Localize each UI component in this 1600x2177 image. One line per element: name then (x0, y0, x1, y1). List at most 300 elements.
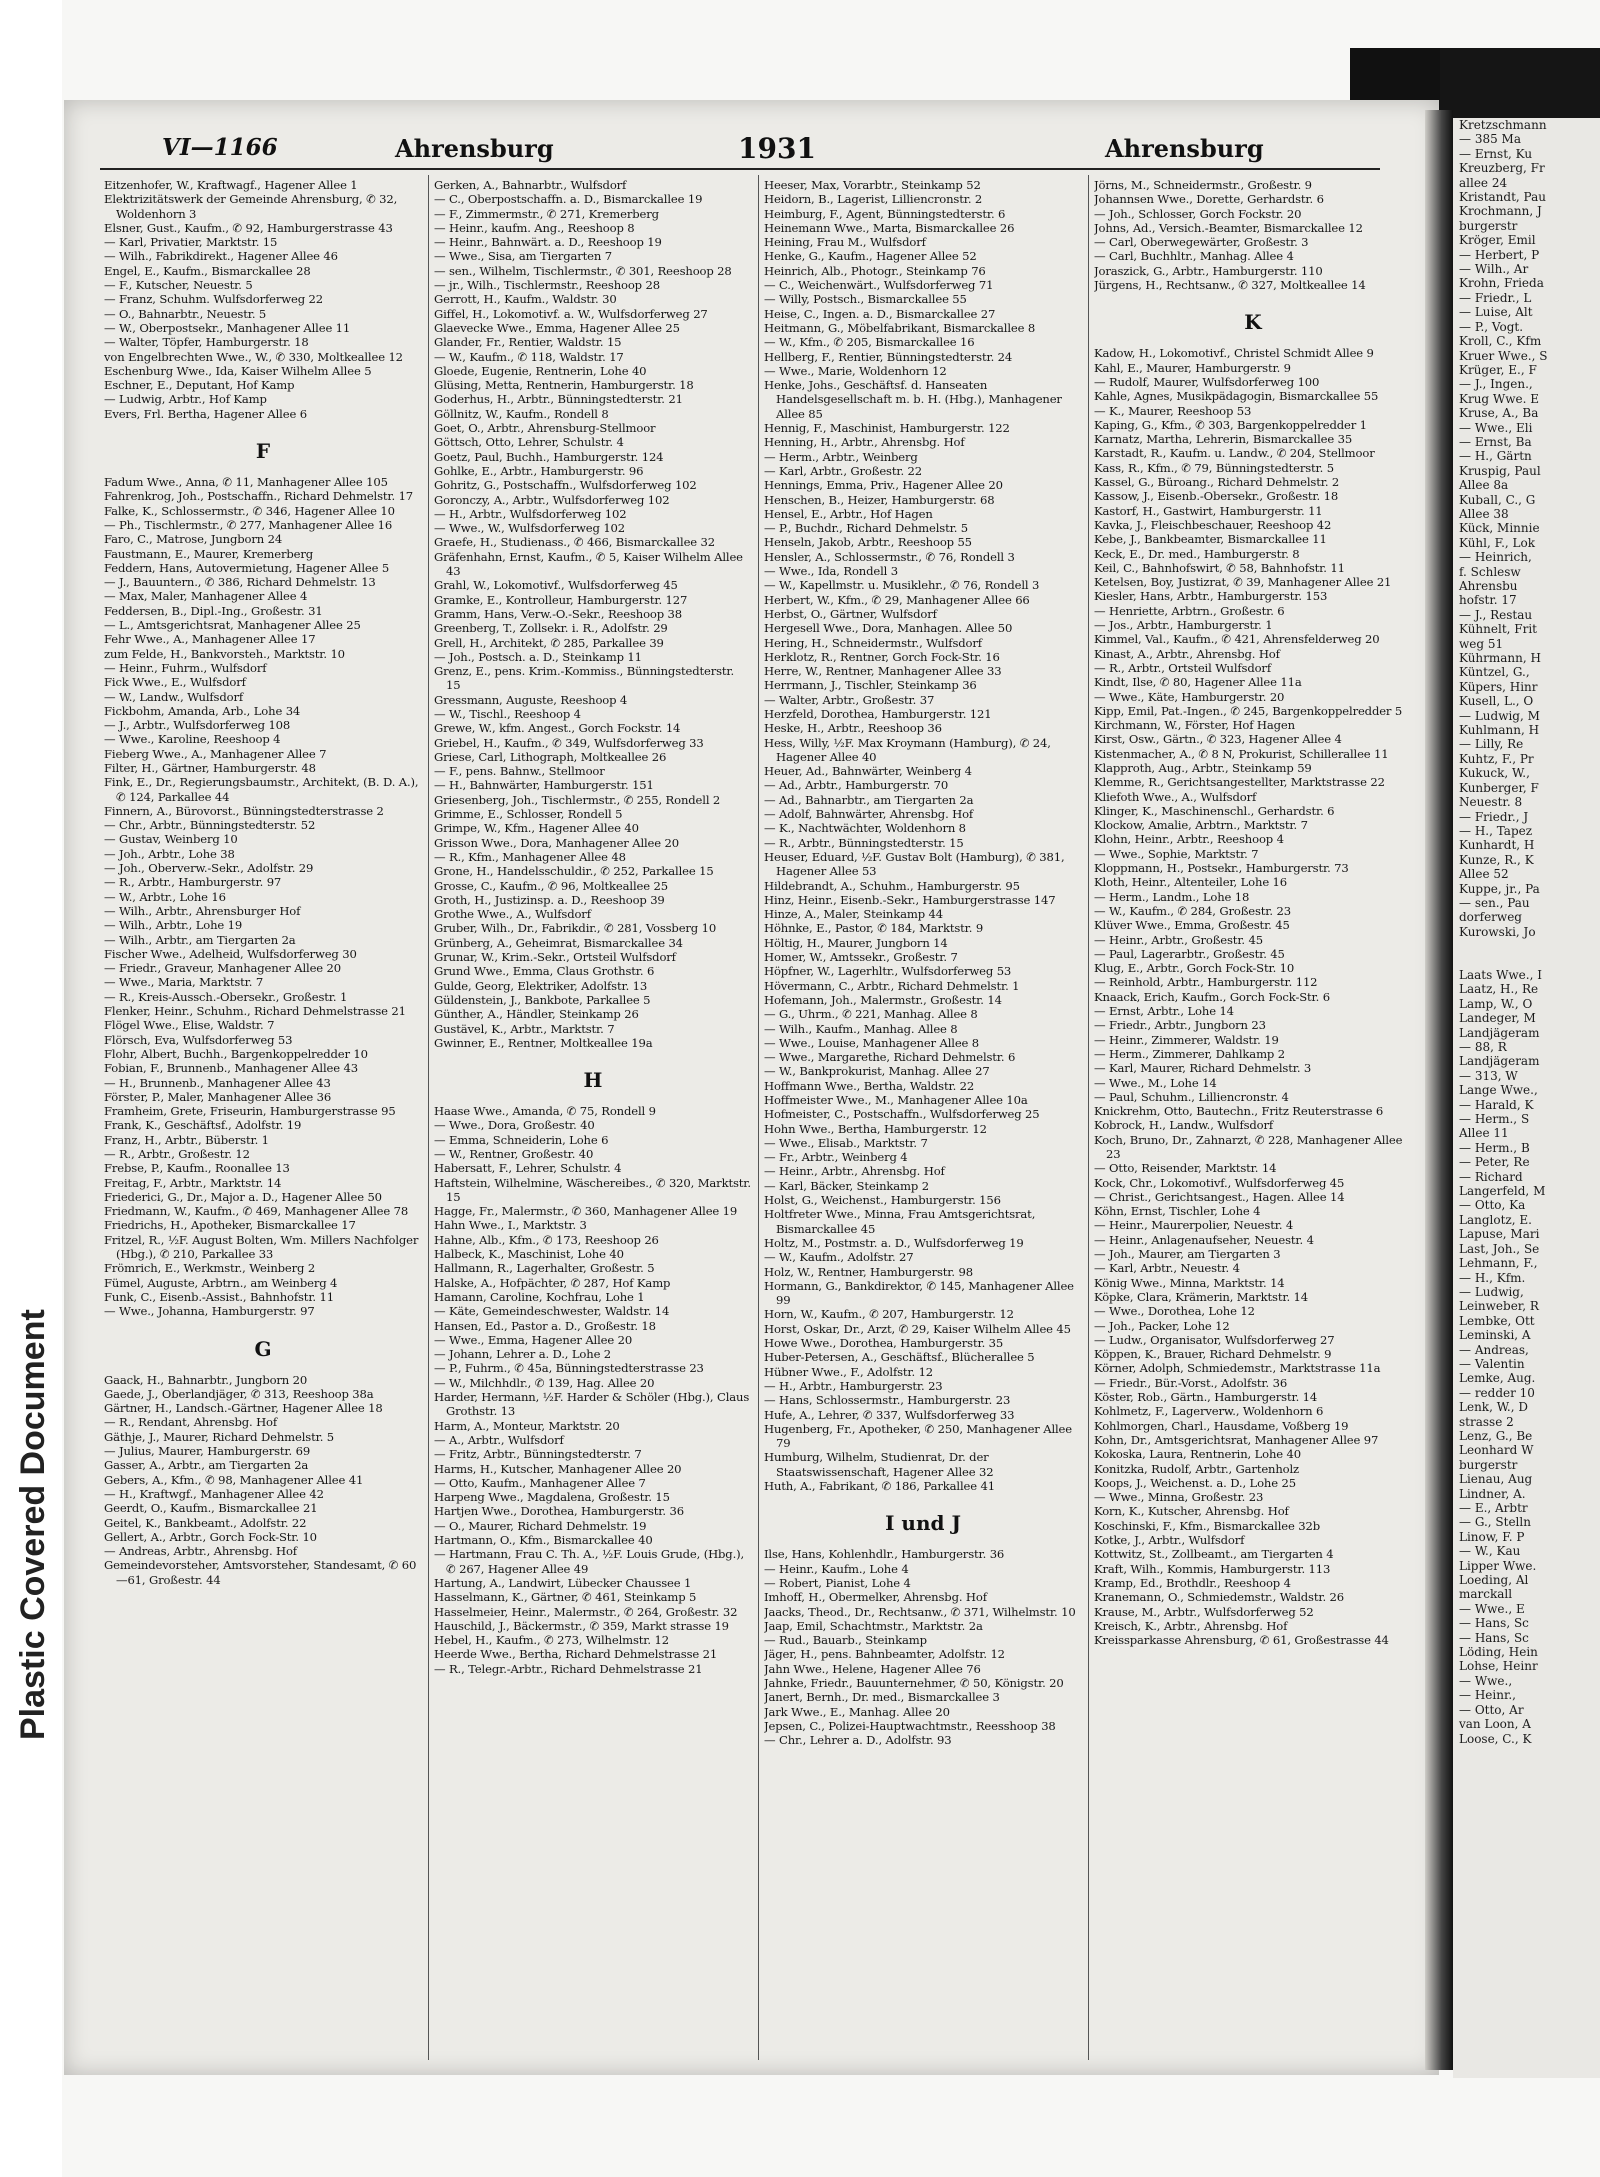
directory-entry: Fickbohm, Amanda, Arb., Lohe 34 (104, 703, 301, 718)
directory-entry: Jaap, Emil, Schachtmstr., Marktstr. 2a (764, 1618, 983, 1633)
directory-entry: — Wwe., Sisa, am Tiergarten 7 (434, 249, 612, 264)
directory-entry: Grünberg, A., Geheimrat, Bismarckallee 34 (434, 935, 683, 950)
directory-entry: Koch, Bruno, Dr., Zahnarzt, ✆ 228, Manhagener Allee 23 (1094, 1132, 1403, 1161)
directory-entry: — W., Kaufm., ✆ 284, Großestr. 23 (1094, 903, 1291, 918)
facing-page-entry: — Herm., B (1459, 1140, 1530, 1155)
directory-entry: Feddersen, B., Dipl.-Ing., Großestr. 31 (104, 603, 323, 618)
directory-entry: — Carl, Oberwegewärter, Großestr. 3 (1094, 235, 1309, 250)
directory-entry: Gellert, A., Arbtr., Gorch Fock-Str. 10 (104, 1529, 317, 1544)
directory-column-2 (434, 178, 752, 2058)
directory-entry: — F., pens. Bahnw., Stellmoor (434, 764, 605, 779)
directory-entry: Gressmann, Auguste, Reeshoop 4 (434, 692, 628, 707)
facing-page-entry: van Loon, A (1459, 1717, 1531, 1732)
directory-entry: Gruber, Wilh., Dr., Fabrikdir., ✆ 281, Vossberg 10 (434, 921, 717, 936)
directory-entry: Gaack, H., Bahnarbtr., Jungborn 20 (104, 1372, 308, 1387)
facing-page-entry: allee 24 (1459, 175, 1508, 190)
directory-entry: — Heinr., Maurerpolier, Neuestr. 4 (1094, 1218, 1294, 1233)
directory-entry: Kahl, E., Maurer, Hamburgerstr. 9 (1094, 360, 1291, 375)
facing-page-entry: Kunhardt, H (1459, 838, 1535, 853)
facing-page-entry: Kruer Wwe., S (1459, 348, 1548, 363)
directory-entry: Flörsch, Eva, Wulfsdorferweg 53 (104, 1032, 293, 1047)
directory-entry: — Hartmann, Frau C. Th. A., ½F. Louis Grude, (Hbg.), ✆ 267, Hagener Allee 49 (434, 1547, 745, 1576)
directory-entry: Hamann, Caroline, Kochfrau, Lohe 1 (434, 1289, 645, 1304)
directory-entry: Faustmann, E., Maurer, Kremerberg (104, 546, 314, 561)
directory-entry: Elsner, Gust., Kaufm., ✆ 92, Hamburgerstrasse 43 (104, 220, 393, 235)
directory-entry: Kottwitz, St., Zollbeamt., am Tiergarten 4 (1094, 1547, 1334, 1562)
directory-entry: Fieberg Wwe., A., Manhagener Allee 7 (104, 746, 327, 761)
facing-page-entry: — J., Restau (1459, 607, 1533, 622)
directory-entry: Hahn Wwe., I., Marktstr. 3 (434, 1218, 587, 1233)
directory-entry: Johns, Ad., Versich.-Beamter, Bismarckallee 12 (1094, 220, 1363, 235)
facing-page-entry: Kuppe, jr., Pa (1459, 881, 1540, 896)
directory-entry: Klüver Wwe., Emma, Großestr. 45 (1094, 918, 1290, 933)
facing-page-entry: — Ludwig, (1459, 1284, 1524, 1299)
facing-page-entry: Kunze, R., K (1459, 852, 1534, 867)
directory-entry: Hugenberg, Fr., Apotheker, ✆ 250, Manhagener Allee 79 (764, 1421, 1072, 1451)
directory-entry: — Käte, Gemeindeschwester, Waldstr. 14 (434, 1304, 670, 1319)
directory-entry: — Heinr., Bahnwärt. a. D., Reeshoop 19 (434, 235, 662, 250)
directory-entry: Kirst, Osw., Gärtn., ✆ 323, Hagener Allee 4 (1094, 732, 1342, 747)
facing-page-entry: — Wwe., Eli (1459, 420, 1533, 435)
directory-entry: — R., Arbtr., Bünningstedterstr. 15 (764, 835, 964, 850)
directory-entry: — A., Arbtr., Wulfsdorf (434, 1432, 564, 1447)
facing-page-entry: Krug Wwe. E (1459, 391, 1540, 406)
facing-page-entry: Neuestr. 8 (1459, 795, 1523, 810)
facing-page-entry: — Peter, Re (1459, 1155, 1530, 1170)
facing-page-entry: burgerstr (1459, 1457, 1518, 1472)
directory-entry: — Christ., Gerichtsangest., Hagen. Allee 14 (1094, 1189, 1345, 1204)
directory-entry: — Wwe., Ida, Rondell 3 (764, 564, 898, 579)
directory-entry: Grewe, W., kfm. Angest., Gorch Fockstr. 14 (434, 721, 681, 736)
facing-page-entry: Kreuzberg, Fr (1459, 161, 1545, 176)
directory-entry: Harpeng Wwe., Magdalena, Großestr. 15 (434, 1490, 670, 1505)
directory-entry: Joraszick, G., Arbtr., Hamburgerstr. 110 (1094, 263, 1323, 278)
directory-entry: Heinrich, Alb., Photogr., Steinkamp 76 (764, 263, 986, 278)
directory-entry: Glander, Fr., Rentier, Waldstr. 15 (434, 335, 622, 350)
directory-entry: Greenberg, T., Zollsekr. i. R., Adolfstr. 29 (434, 621, 668, 636)
facing-page-entry: Lemke, Aug. (1459, 1371, 1536, 1386)
directory-entry: — Wwe., Karoline, Reeshoop 4 (104, 732, 281, 747)
directory-entry: — Karl, Arbtr., Großestr. 22 (764, 463, 922, 478)
directory-entry: — F., Zimmermstr., ✆ 271, Kremerberg (434, 206, 659, 221)
directory-entry: Frank, K., Geschäftsf., Adolfstr. 19 (104, 1118, 302, 1133)
directory-entry: — Jos., Arbtr., Hamburgerstr. 1 (1094, 618, 1273, 633)
directory-entry: Heuer, Ad., Bahnwärter, Weinberg 4 (764, 764, 972, 779)
directory-entry: — Wwe., Sophie, Marktstr. 7 (1094, 846, 1259, 861)
directory-entry: Hartung, A., Landwirt, Lübecker Chaussee 1 (434, 1575, 692, 1590)
directory-entry: Kohlmetz, F., Lagerverw., Woldenhorn 6 (1094, 1404, 1324, 1419)
directory-entry: Klinger, K., Maschinenschl., Gerhardstr. 6 (1094, 803, 1335, 818)
facing-page-entry: Krohn, Frieda (1459, 276, 1544, 291)
directory-entry: — R., Arbtr., Ortsteil Wulfsdorf (1094, 660, 1271, 675)
directory-entry: — R., Kfm., Manhagener Allee 48 (434, 849, 626, 864)
directory-entry: — R., Telegr.-Arbtr., Richard Dehmelstrasse 21 (434, 1661, 703, 1676)
directory-entry: — Wilh., Kaufm., Manhag. Allee 8 (764, 1021, 958, 1036)
directory-entry: Klug, E., Arbtr., Gorch Fock-Str. 10 (1094, 961, 1295, 976)
facing-page-entry: — Otto, Ka (1459, 1198, 1526, 1213)
directory-entry: — Wwe., Minna, Großestr. 23 (1094, 1490, 1264, 1505)
facing-page-entry: Langlotz, E. (1459, 1212, 1532, 1227)
directory-entry: — Wwe., Käte, Hamburgerstr. 20 (1094, 689, 1285, 704)
directory-entry: Geerdt, O., Kaufm., Bismarckallee 21 (104, 1501, 318, 1516)
facing-page-entry: — Luise, Alt (1459, 305, 1533, 320)
directory-entry: Kliefoth Wwe., A., Wulfsdorf (1094, 789, 1257, 804)
directory-entry: Heske, H., Arbtr., Reeshoop 36 (764, 721, 942, 736)
directory-entry: Hohn Wwe., Bertha, Hamburgerstr. 12 (764, 1121, 987, 1136)
facing-page-entry: Kuhtz, F., Pr (1459, 751, 1534, 766)
directory-entry: Goronczy, A., Arbtr., Wulfsdorferweg 102 (434, 492, 670, 507)
directory-entry: Grahl, W., Lokomotivf., Wulfsdorferweg 45 (434, 578, 678, 593)
directory-entry: Habersatt, F., Lehrer, Schulstr. 4 (434, 1161, 622, 1176)
directory-entry: Freitag, F., Arbtr., Marktstr. 14 (104, 1175, 282, 1190)
facing-page-entry: Ahrensbu (1459, 579, 1518, 593)
directory-entry: — R., Arbtr., Großestr. 12 (104, 1147, 250, 1161)
directory-entry: Gerken, A., Bahnarbtr., Wulfsdorf (434, 178, 627, 192)
directory-entry: Gemeindevorsteher, Amtsvorsteher, Standesamt, ✆ 60—61, Großestr. 44 (104, 1558, 417, 1587)
directory-entry: — Karl, Privatier, Marktstr. 15 (104, 235, 278, 250)
directory-entry: Köster, Rob., Gärtn., Hamburgerstr. 14 (1094, 1390, 1318, 1405)
directory-entry: Fick Wwe., E., Wulfsdorf (104, 675, 246, 690)
directory-entry: Filter, H., Gärtner, Hamburgerstr. 48 (104, 760, 316, 775)
directory-entry: Giffel, H., Lokomotivf. a. W., Wulfsdorferweg 27 (434, 306, 708, 321)
facing-page-entry: Langerfeld, M (1459, 1184, 1546, 1199)
directory-entry: Johannsen Wwe., Dorette, Gerhardstr. 6 (1094, 192, 1324, 207)
directory-entry: Funk, C., Eisenb.-Assist., Bahnhofstr. 11 (104, 1289, 334, 1304)
directory-entry: Griebel, H., Kaufm., ✆ 349, Wulfsdorferweg 33 (434, 735, 704, 750)
directory-entry: Güldenstein, J., Bankbote, Parkallee 5 (434, 992, 651, 1007)
directory-entry: Fehr Wwe., A., Manhagener Allee 17 (104, 632, 316, 647)
directory-entry: Holz, W., Rentner, Hamburgerstr. 98 (764, 1264, 973, 1279)
facing-page-entry: Lindner, A. (1459, 1486, 1526, 1501)
directory-entry: — Friedr., Bür.-Vorst., Adolfstr. 36 (1094, 1375, 1288, 1390)
directory-entry: Hinze, A., Maler, Steinkamp 44 (764, 907, 943, 922)
directory-entry: Eschner, E., Deputant, Hof Kamp (104, 378, 295, 393)
directory-entry: Klockow, Amalie, Arbtrn., Marktstr. 7 (1094, 818, 1308, 833)
facing-page-entry: — Heinr., (1459, 1688, 1516, 1703)
directory-entry: — Joh., Postsch. a. D., Steinkamp 11 (434, 649, 642, 664)
directory-entry: — Willy, Postsch., Bismarckallee 55 (764, 292, 967, 307)
directory-entry: zum Felde, H., Bankvorsteh., Marktstr. 10 (104, 646, 345, 661)
directory-entry: Jahnke, Friedr., Bauunternehmer, ✆ 50, Königstr. 20 (764, 1675, 1064, 1690)
directory-entry: Kahle, Agnes, Musikpädagogin, Bismarckallee 55 (1094, 389, 1379, 404)
directory-column-1 (104, 178, 422, 2058)
directory-entry: Köpke, Clara, Krämerin, Marktstr. 14 (1094, 1289, 1308, 1304)
directory-entry: Humburg, Wilhelm, Studienrat, Dr. der Staatswissenschaft, Hagener Allee 32 (764, 1450, 994, 1479)
directory-entry: — Ernst, Arbtr., Lohe 14 (1094, 1004, 1234, 1019)
directory-entry: Gloede, Eugenie, Rentnerin, Lohe 40 (434, 363, 647, 378)
facing-page-entry: Kruse, A., Ba (1459, 406, 1539, 421)
facing-page-entry: — P., Vogt. (1459, 319, 1524, 334)
facing-page-entry: — 385 Ma (1459, 132, 1521, 147)
directory-entry: — Wwe., Maria, Marktstr. 7 (104, 975, 264, 990)
facing-page-entry (1453, 954, 1600, 968)
directory-entry: — Wilh., Arbtr., Lohe 19 (104, 918, 243, 933)
directory-entry: Jark Wwe., E., Manhag. Allee 20 (764, 1704, 950, 1719)
directory-entry: Henke, Johs., Geschäftsf. d. Hanseaten Handelsgesellschaft m. b. H. (Hbg.), Manhagener Allee 85 (764, 378, 1062, 421)
facing-page-entry: Laatz, H., Re (1459, 982, 1539, 997)
directory-entry: Kassow, J., Eisenb.-Obersekr., Großestr. 18 (1094, 489, 1339, 504)
facing-page-entry: Landeger, M (1459, 1011, 1536, 1026)
directory-entry: Hasselmann, K., Gärtner, ✆ 461, Steinkamp 5 (434, 1590, 697, 1605)
directory-entry: — Joh., Arbtr., Lohe 38 (104, 846, 235, 861)
directory-entry: Gäthje, J., Maurer, Richard Dehmelstr. 5 (104, 1429, 334, 1444)
directory-entry: Gramm, Hans, Verw.-O.-Sekr., Reeshoop 38 (434, 606, 683, 621)
directory-entry: Grenz, E., pens. Krim.-Kommiss., Bünningstedterstr. 15 (434, 664, 735, 693)
directory-entry: — Chr., Lehrer a. D., Adolfstr. 93 (764, 1733, 952, 1748)
directory-entry: Goet, O., Arbtr., Ahrensburg-Stellmoor (434, 421, 656, 436)
facing-page-entry: burgerstr (1459, 218, 1518, 233)
directory-entry: — Paul, Lagerarbtr., Großestr. 45 (1094, 946, 1285, 961)
directory-entry: Gwinner, E., Rentner, Moltkeallee 19a (434, 1035, 653, 1050)
directory-entry: — P., Buchdr., Richard Dehmelstr. 5 (764, 521, 968, 536)
directory-entry: Falke, K., Schlossermstr., ✆ 346, Hagener Allee 10 (104, 503, 395, 518)
directory-entry: Kraft, Wilh., Kommis, Hamburgerstr. 113 (1094, 1561, 1331, 1576)
column-divider (758, 175, 759, 2060)
facing-page-entry: dorferweg (1459, 910, 1522, 925)
facing-page-entry: Lenz, G., Be (1459, 1428, 1533, 1443)
directory-entry: Hensel, E., Arbtr., Hof Hagen (764, 506, 933, 521)
facing-page-entry: Kukuck, W., (1459, 766, 1530, 781)
directory-entry: Kreissparkasse Ahrensburg, ✆ 61, Großestrasse 44 (1094, 1633, 1389, 1648)
directory-entry: Henseln, Jakob, Arbtr., Reeshoop 55 (764, 535, 972, 550)
facing-page-entry: — J., Ingen., (1459, 377, 1533, 392)
directory-entry: Gaede, J., Oberlandjäger, ✆ 313, Reeshoop 38a (104, 1386, 374, 1401)
directory-entry: — Wwe., M., Lohe 14 (1094, 1075, 1217, 1090)
directory-entry: Griese, Carl, Lithograph, Moltkeallee 26 (434, 749, 667, 764)
directory-entry: — Chr., Arbtr., Bünningstedterstr. 52 (104, 818, 316, 833)
directory-entry: Kohn, Dr., Amtsgerichtsrat, Manhagener Allee 97 (1094, 1432, 1379, 1447)
directory-entry: — Heinr., Zimmerer, Waldstr. 19 (1094, 1032, 1279, 1047)
facing-page-entry: — H., Tapez (1459, 823, 1533, 838)
directory-entry: Kreisch, K., Arbtr., Ahrensbg. Hof (1094, 1618, 1288, 1633)
directory-entry: — Joh., Packer, Lohe 12 (1094, 1318, 1230, 1333)
directory-entry: — W., Rentner, Großestr. 40 (434, 1147, 594, 1161)
facing-page-entry: Lembke, Ott (1459, 1313, 1535, 1328)
directory-column-4 (1094, 178, 1412, 2058)
directory-entry: Harms, H., Kutscher, Manhagener Allee 20 (434, 1461, 682, 1476)
facing-page-entry: — Harald, K (1459, 1097, 1534, 1112)
directory-entry: — Ludwig, Arbtr., Hof Kamp (104, 392, 267, 407)
directory-entry: Karstadt, R., Kaufm. u. Landw., ✆ 204, Stellmoor (1094, 446, 1375, 461)
directory-entry: — R., Kreis-Aussch.-Obersekr., Großestr. 1 (104, 989, 348, 1004)
directory-entry: Hagge, Fr., Malermstr., ✆ 360, Manhagener Allee 19 (434, 1204, 738, 1219)
directory-entry: Hansen, Ed., Pastor a. D., Großestr. 18 (434, 1318, 656, 1333)
directory-entry: — Heinr., Arbtr., Ahrensbg. Hof (764, 1164, 945, 1179)
directory-entry: Gohlke, E., Arbtr., Hamburgerstr. 96 (434, 463, 644, 478)
directory-entry: Knickrehm, Otto, Bautechn., Fritz Reuterstrasse 6 (1094, 1104, 1384, 1119)
section-letter: K (1244, 310, 1262, 335)
directory-entry: Kipp, Emil, Pat.-Ingen., ✆ 245, Bargenkoppelredder 5 (1094, 703, 1403, 718)
directory-entry: Körner, Adolph, Schmiedemstr., Marktstrasse 11a (1094, 1361, 1381, 1376)
directory-entry: — W., Kfm., ✆ 205, Bismarckallee 16 (764, 335, 975, 350)
directory-entry: — J., Arbtr., Wulfsdorferweg 108 (104, 718, 291, 733)
directory-entry: — Fr., Arbtr., Weinberg 4 (764, 1150, 908, 1165)
directory-entry: Halske, A., Hofpächter, ✆ 287, Hof Kamp (434, 1275, 671, 1290)
header-year: 1931 (738, 132, 816, 165)
page-number: VI—1166 (162, 134, 278, 161)
facing-page-entry: Krochmann, J (1459, 204, 1542, 219)
directory-entry: Evers, Frl. Bertha, Hagener Allee 6 (104, 406, 307, 421)
directory-entry: — C., Weichenwärt., Wulfsdorferweg 71 (764, 278, 994, 293)
directory-entry: Friederici, G., Dr., Major a. D., Hagener Allee 50 (104, 1189, 382, 1204)
facing-page-entry: Kührmann, H (1459, 651, 1541, 666)
directory-entry: Fritzel, R., ½F. August Bolten, Wm. Millers Nachfolger (Hbg.), ✆ 210, Parkallee 33 (104, 1232, 419, 1262)
directory-entry: — Heinr., Anlagenaufseher, Neuestr. 4 (1094, 1232, 1314, 1247)
directory-entry: Heerde Wwe., Bertha, Richard Dehmelstrasse 21 (434, 1647, 718, 1662)
facing-page-entry: Kück, Minnie (1459, 521, 1540, 536)
directory-entry: Goetz, Paul, Buchh., Hamburgerstr. 124 (434, 449, 664, 464)
directory-entry: — Walter, Töpfer, Hamburgerstr. 18 (104, 335, 309, 350)
directory-entry: Hofmeister, C., Postschaffn., Wulfsdorferweg 25 (764, 1107, 1040, 1122)
directory-entry: Hennig, F., Maschinist, Hamburgerstr. 122 (764, 421, 1010, 436)
facing-page-entry: — 313, W (1459, 1068, 1518, 1083)
directory-entry: Hofemann, Joh., Malermstr., Großestr. 14 (764, 992, 1002, 1007)
directory-entry: Kadow, H., Lokomotivf., Christel Schmidt Allee 9 (1094, 346, 1374, 361)
directory-entry: — Julius, Maurer, Hamburgerstr. 69 (104, 1444, 311, 1459)
directory-entry: Franz, H., Arbtr., Büberstr. 1 (104, 1132, 269, 1147)
directory-entry: Elektrizitätswerk der Gemeinde Ahrensburg, ✆ 32, Woldenhorn 3 (104, 192, 398, 221)
facing-page-entry: Lamp, W., O (1459, 996, 1533, 1011)
facing-page-entry: Allee 8a (1459, 478, 1509, 493)
directory-entry: Hering, H., Schneidermstr., Wulfsdorf (764, 635, 982, 650)
directory-entry: Köhn, Ernst, Tischler, Lohe 4 (1094, 1204, 1261, 1219)
facing-page-entry: — Wwe., E (1459, 1601, 1525, 1616)
directory-entry: Krause, M., Arbtr., Wulfsdorferweg 52 (1094, 1604, 1314, 1619)
facing-page-entry: — Richard (1459, 1169, 1523, 1184)
directory-entry: Grimme, E., Schlosser, Rondell 5 (434, 807, 623, 822)
directory-entry: Koops, J., Weichenst. a. D., Lohe 25 (1094, 1475, 1296, 1490)
directory-entry: Framheim, Grete, Friseurin, Hamburgerstrasse 95 (104, 1104, 396, 1119)
directory-entry: Goderhus, H., Arbtr., Bünningstedterstr. 21 (434, 392, 683, 407)
facing-page-entry: — Otto, Ar (1459, 1702, 1524, 1717)
directory-entry: Harm, A., Monteur, Marktstr. 20 (434, 1418, 620, 1433)
directory-entry: Grimpe, W., Kfm., Hagener Allee 40 (434, 821, 639, 836)
facing-page-entry: — Hans, Sc (1459, 1616, 1529, 1631)
directory-entry: Gustävel, K., Arbtr., Marktstr. 7 (434, 1021, 615, 1036)
facing-page-entry: Küntzel, G., (1459, 665, 1530, 680)
directory-entry: Hufe, A., Lehrer, ✆ 337, Wulfsdorferweg 33 (764, 1407, 1015, 1422)
directory-entry: Fadum Wwe., Anna, ✆ 11, Manhagener Allee 105 (104, 475, 388, 490)
section-letter: F (255, 439, 271, 464)
facing-page-entry: strasse 2 (1459, 1414, 1514, 1429)
directory-entry: Harder, Hermann, ½F. Harder & Schöler (Hbg.), Claus Grothstr. 13 (434, 1390, 750, 1419)
directory-entry: Jepsen, C., Polizei-Hauptwachtmstr., Reesshoop 38 (764, 1718, 1056, 1733)
directory-entry: — Andreas, Arbtr., Ahrensbg. Hof (104, 1544, 297, 1559)
directory-entry: Förster, P., Maler, Manhagener Allee 36 (104, 1089, 332, 1104)
directory-entry: — Herm., Zimmerer, Dahlkamp 2 (1094, 1046, 1285, 1061)
directory-entry: Faro, C., Matrose, Jungborn 24 (104, 532, 283, 547)
directory-entry: Jaacks, Theod., Dr., Rechtsanw., ✆ 371, Wilhelmstr. 10 (764, 1604, 1076, 1619)
directory-entry: Holtz, M., Postmstr. a. D., Wulfsdorferweg 19 (764, 1235, 1024, 1250)
directory-entry: — Otto, Kaufm., Manhagener Allee 7 (434, 1475, 646, 1490)
facing-page-entry: — Heinrich, (1459, 550, 1532, 565)
directory-entry: Heise, C., Ingen. a. D., Bismarckallee 27 (764, 306, 996, 321)
directory-entry: Hallmann, R., Lagerhalter, Großestr. 5 (434, 1261, 655, 1276)
directory-entry: — H., Arbtr., Wulfsdorferweg 102 (434, 506, 627, 521)
directory-entry: Flohr, Albert, Buchh., Bargenkoppelredder 10 (104, 1046, 368, 1061)
directory-entry: Hövermann, C., Arbtr., Richard Dehmelstr. 1 (764, 978, 1020, 993)
directory-entry: — Joh., Oberverw.-Sekr., Adolfstr. 29 (104, 861, 314, 876)
directory-entry: König Wwe., Minna, Marktstr. 14 (1094, 1275, 1285, 1290)
directory-entry: — W., Kapellmstr. u. Musiklehr., ✆ 76, Rondell 3 (764, 578, 1040, 593)
directory-entry: Kloth, Heinr., Altenteiler, Lohe 16 (1094, 875, 1288, 890)
facing-page-entry: Leonhard W (1459, 1443, 1534, 1458)
directory-entry: Herzfeld, Dorothea, Hamburgerstr. 121 (764, 706, 992, 721)
directory-entry: Glüsing, Metta, Rentnerin, Hamburgerstr. 18 (434, 378, 694, 393)
book-gutter (1425, 110, 1453, 2070)
directory-entry: — Wwe., Margarethe, Richard Dehmelstr. 6 (764, 1050, 1016, 1065)
directory-entry: — Ad., Arbtr., Hamburgerstr. 70 (764, 778, 949, 793)
directory-entry: Friedmann, W., Kaufm., ✆ 469, Manhagener Allee 78 (104, 1204, 409, 1219)
facing-page-entry: — H., Kfm. (1459, 1270, 1526, 1285)
directory-entry: Kloppmann, H., Postsekr., Hamburgerstr. 73 (1094, 861, 1349, 876)
directory-entry: — Friedr., Arbtr., Jungborn 23 (1094, 1018, 1266, 1033)
facing-page-entry: Linow, F. P (1459, 1529, 1525, 1544)
directory-entry: Keil, C., Bahnhofswirt, ✆ 58, Bahnhofstr. 11 (1094, 560, 1345, 575)
facing-page-entry: — redder 10 (1459, 1385, 1535, 1400)
directory-entry: Finnern, A., Bürovorst., Bünningstedterstrasse 2 (104, 803, 384, 818)
facing-page-fragment (1453, 118, 1600, 2078)
facing-page-entry: Küpers, Hinr (1459, 679, 1538, 694)
directory-entry: — Walter, Arbtr., Großestr. 37 (764, 692, 935, 707)
directory-entry: Herre, W., Rentner, Manhagener Allee 33 (764, 664, 1002, 679)
facing-page-entry: Lipper Wwe. (1459, 1558, 1537, 1573)
facing-page-entry: Loose, C., K (1459, 1731, 1532, 1746)
directory-entry: — F., Kutscher, Neuestr. 5 (104, 278, 253, 293)
facing-page-entry: Kusell, L., O (1459, 694, 1534, 709)
facing-page-entry: — Wwe., (1459, 1673, 1513, 1688)
directory-entry: — R., Arbtr., Hamburgerstr. 97 (104, 875, 282, 890)
directory-entry: — Wilh., Arbtr., am Tiergarten 2a (104, 932, 296, 947)
directory-entry: Friedrichs, H., Apotheker, Bismarckallee 17 (104, 1218, 356, 1233)
directory-entry: — Wwe., W., Wulfsdorferweg 102 (434, 521, 626, 536)
directory-entry: — Hans, Schlossermstr., Hamburgerstr. 23 (764, 1393, 1011, 1408)
directory-entry: Holtfreter Wwe., Minna, Frau Amtsgerichtsrat, Bismarckallee 45 (764, 1207, 1036, 1236)
directory-entry: Holst, G., Weichenst., Hamburgerstr. 156 (764, 1193, 1001, 1208)
directory-entry: Herklotz, R., Rentner, Gorch Fock-Str. 16 (764, 649, 1000, 664)
facing-page-entry: Kuhlmann, H (1459, 723, 1540, 738)
facing-page-entry: Lehmann, F., (1459, 1256, 1538, 1271)
directory-entry: — Rudolf, Maurer, Wulfsdorferweg 100 (1094, 374, 1320, 389)
facing-page-entry: Löding, Hein (1459, 1645, 1538, 1660)
directory-entry: — H., Kraftwgf., Manhagener Allee 42 (104, 1486, 324, 1501)
directory-entry: Graefe, H., Studienass., ✆ 466, Bismarckallee 32 (434, 535, 715, 550)
directory-entry: Klapproth, Aug., Arbtr., Steinkamp 59 (1094, 760, 1312, 775)
directory-entry: — Wwe., Dora, Großestr. 40 (434, 1118, 595, 1133)
directory-entry: — Herm., Arbtr., Weinberg (764, 449, 918, 464)
directory-entry: — J., Bauuntern., ✆ 386, Richard Dehmelstr. 13 (104, 575, 376, 590)
directory-entry: Kinast, A., Arbtr., Ahrensbg. Hof (1094, 646, 1280, 661)
directory-entry: — Ludw., Organisator, Wulfsdorferweg 27 (1094, 1332, 1335, 1347)
directory-entry: — W., Oberpostsekr., Manhagener Allee 11 (104, 320, 351, 335)
directory-entry: Henning, H., Arbtr., Ahrensbg. Hof (764, 435, 965, 450)
directory-entry: — H., Arbtr., Hamburgerstr. 23 (764, 1378, 943, 1393)
directory-entry: Howe Wwe., Dorothea, Hamburgerstr. 35 (764, 1336, 1004, 1351)
directory-entry: — Gustav, Weinberg 10 (104, 832, 238, 847)
facing-page-entry: Kruspig, Paul (1459, 463, 1541, 478)
directory-entry: Heinemann Wwe., Marta, Bismarckallee 26 (764, 220, 1015, 235)
directory-entry: Kramp, Ed., Brothdlr., Reeshoop 4 (1094, 1575, 1291, 1590)
directory-entry: Gräfenhahn, Ernst, Kaufm., ✆ 5, Kaiser Wilhelm Allee 43 (434, 549, 743, 579)
directory-entry: Kirchmann, W., Förster, Hof Hagen (1094, 718, 1295, 733)
directory-entry: Kobrock, H., Landw., Wulfsdorf (1094, 1118, 1274, 1133)
facing-page-entry: — Ernst, Ba (1459, 434, 1532, 449)
facing-page-entry: Kühl, F., Lok (1459, 535, 1535, 550)
directory-entry: Gramke, E., Kontrolleur, Hamburgerstr. 127 (434, 592, 688, 607)
directory-entry: Janert, Bernh., Dr. med., Bismarckallee 3 (764, 1690, 1000, 1705)
directory-entry: Grund Wwe., Emma, Claus Grothstr. 6 (434, 964, 655, 979)
directory-entry: Hildebrandt, A., Schuhm., Hamburgerstr. 95 (764, 878, 1020, 893)
